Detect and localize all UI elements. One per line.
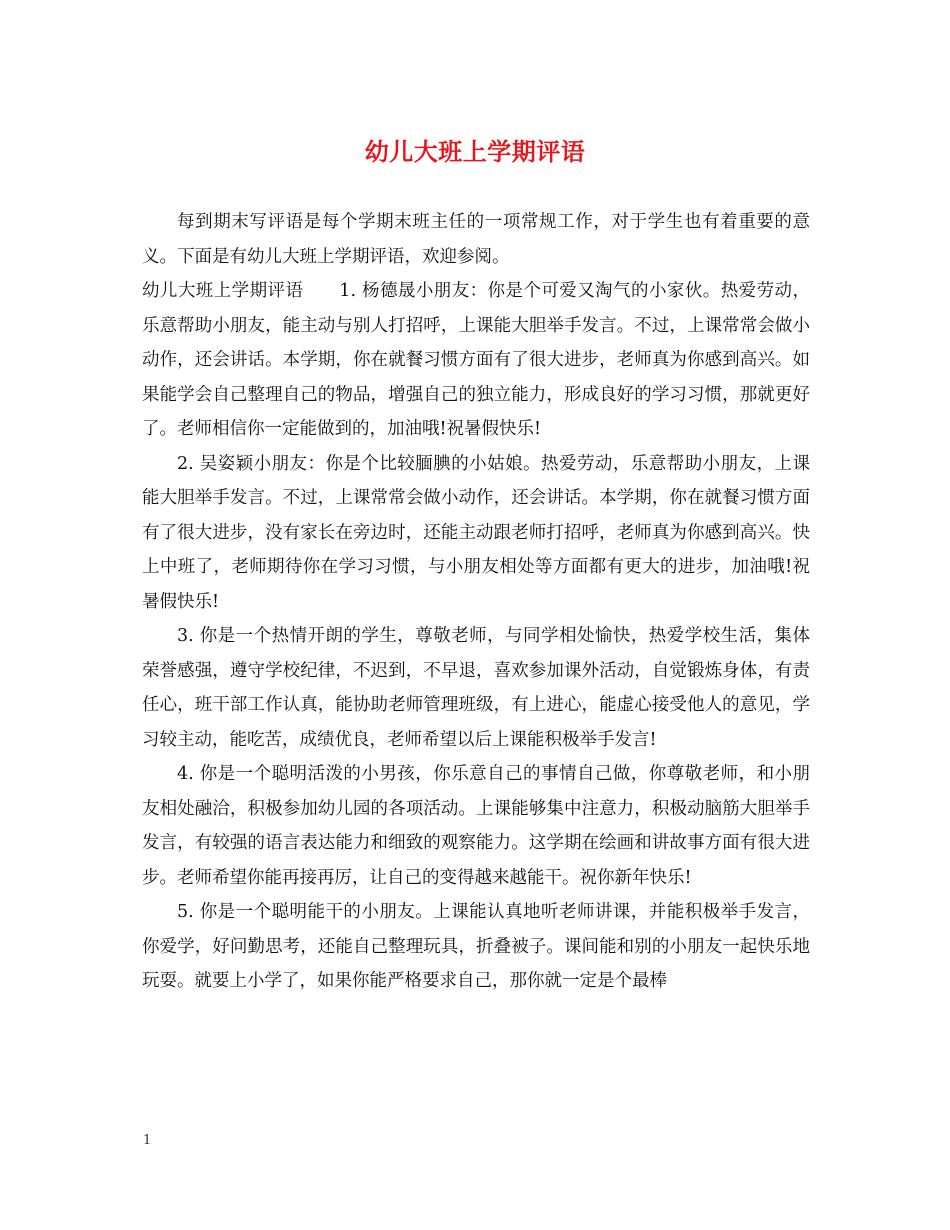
page-number: 1 (143, 1133, 152, 1148)
comment-paragraph-2: 2. 吴姿颖小朋友：你是个比较腼腆的小姑娘。热爱劳动，乐意帮助小朋友，上课能大胆举手发言。不过，上课常常会做小动作，还会讲话。本学期，你在就餐习惯方面有了很大进步，没有家长在旁边时，还能主动跟老师打招呼，老师真为你感到高兴。快上中班了，老师期待你在学习习惯，与小朋友相处等方面都有更大的进步，加油哦!祝暑假快乐! (142, 453, 810, 612)
intro-paragraph: 每到期末写评语是每个学期末班主任的一项常规工作，对于学生也有着重要的意义。下面是有幼儿大班上学期评语，欢迎参阅。 (142, 212, 810, 267)
comment-paragraph-3: 3. 你是一个热情开朗的学生，尊敬老师，与同学相处愉快，热爱学校生活，集体荣誉感强，遵守学校纪律，不迟到，不早退，喜欢参加课外活动，自觉锻炼身体，有责任心，班干部工作认真，能协助老师管理班级，有上进心，能虚心接受他人的意见，学习较主动，能吃苦，成绩优良，老师希望以后上课能积极举手发言! (142, 626, 810, 750)
comment-paragraph-5: 5. 你是一个聪明能干的小朋友。上课能认真地听老师讲课，并能积极举手发言，你爱学，好问勤思考，还能自己整理玩具，折叠被子。课间能和别的小朋友一起快乐地玩耍。就要上小学了，如果你能严格要求自己，那你就一定是个最棒 (142, 902, 810, 991)
document-title: 幼儿大班上学期评语 (364, 137, 586, 166)
comment-paragraph-4: 4. 你是一个聪明活泼的小男孩，你乐意自己的事情自己做，你尊敬老师，和小朋友相处融洽，积极参加幼儿园的各项活动。上课能够集中注意力，积极动脑筋大胆举手发言，有较强的语言表达能力和细致的观察能力。这学期在绘画和讲故事方面有很大进步。老师希望你能再接再厉，让自己的变得越来越能干。祝你新年快乐! (142, 764, 810, 888)
document-body (142, 205, 810, 999)
comment-paragraph-1: 幼儿大班上学期评语 1. 杨德晟小朋友：你是个可爱又淘气的小家伙。热爱劳动，乐意帮助小朋友，能主动与别人打招呼，上课能大胆举手发言。不过，上课常常会做小动作，还会讲话。本学期，你在就餐习惯方面有了很大进步，老师真为你感到高兴。如果能学会自己整理自己的物品，增强自己的独立能力，形成良好的学习习惯，那就更好了。老师相信你一定能做到的，加油哦!祝暑假快乐! (142, 281, 810, 439)
